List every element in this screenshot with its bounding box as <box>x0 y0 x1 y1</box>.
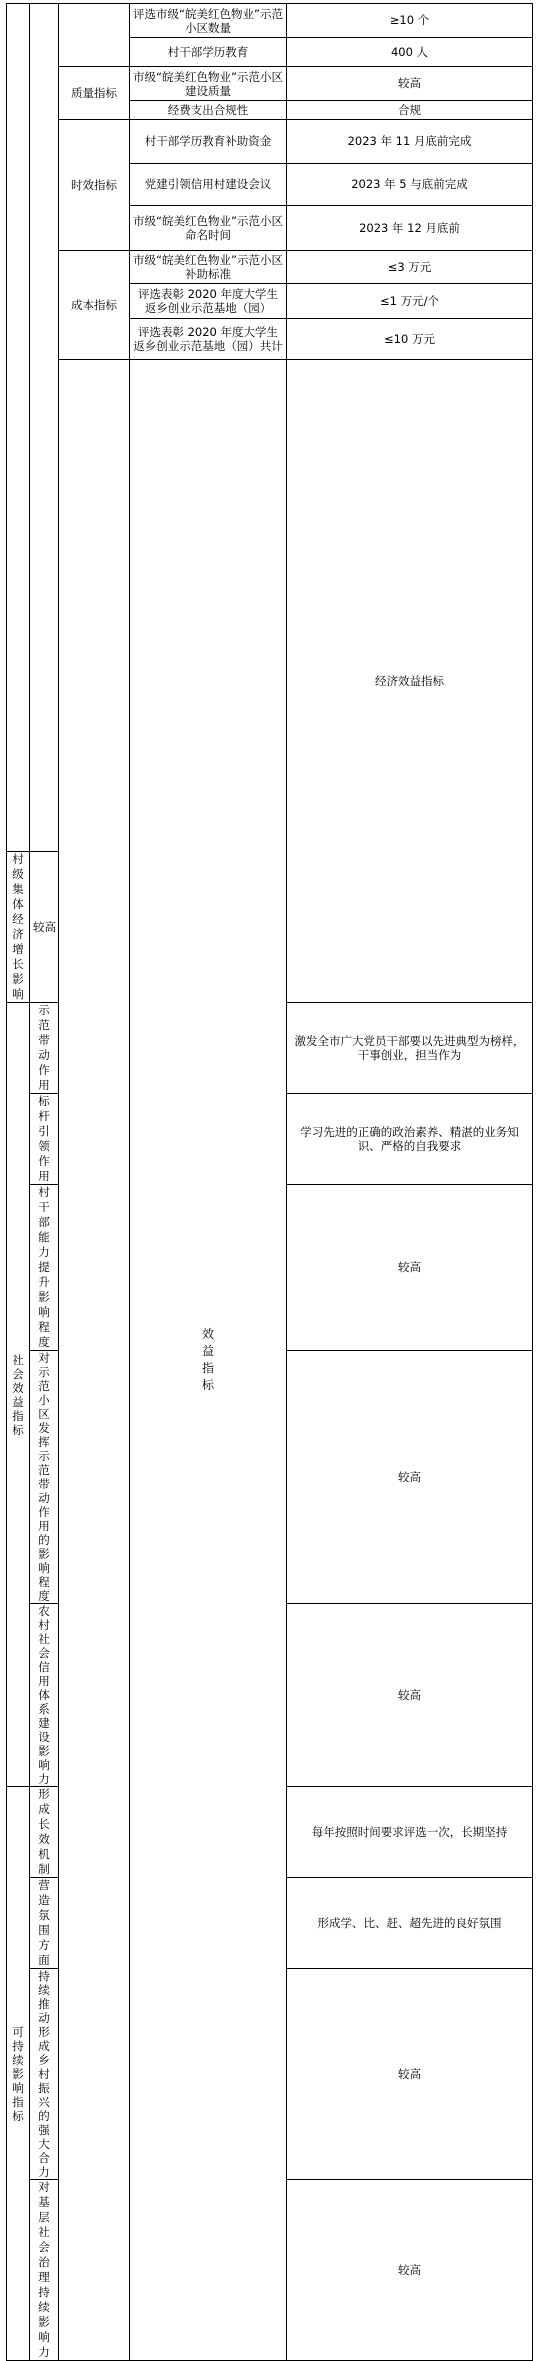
metric-value: 较高 <box>287 67 533 101</box>
metric-value: ≤1 万元/个 <box>287 284 533 319</box>
metric-name: 村干部学历教育 <box>130 38 287 67</box>
metric-value: 较高 <box>30 852 59 1003</box>
table-row <box>7 120 533 164</box>
metric-value: 形成学、比、赶、超先进的良好氛围 <box>287 1878 533 1969</box>
indicator-label-quality: 质量指标 <box>59 67 130 120</box>
metric-name: 经费支出合规性 <box>130 101 287 120</box>
metric-name: 村干部学历教育补助资金 <box>130 120 287 164</box>
metric-value: 较高 <box>287 2180 533 2361</box>
table-row <box>7 67 533 101</box>
metric-name: 市级“皖美红色物业”示范小区建设质量 <box>130 67 287 101</box>
metric-name: 持续推动形成乡村振兴的强大合力 <box>30 1969 59 2180</box>
metric-name: 对基层社会治理持续影响力 <box>30 2180 59 2361</box>
metric-name: 评选表彰 2020 年度大学生返乡创业示范基地（园） <box>130 284 287 319</box>
indicator-label-social: 社会效益指标 <box>7 1003 30 1787</box>
metric-name: 形成长效机制 <box>30 1787 59 1878</box>
metric-value: 较高 <box>287 1969 533 2180</box>
metric-value: 400 人 <box>287 38 533 67</box>
metric-value: 激发全市广大党员干部要以先进典型为榜样，干事创业，担当作为 <box>287 1003 533 1094</box>
metric-name: 示范带动作用 <box>30 1003 59 1094</box>
metric-name: 营造氛围方面 <box>30 1878 59 1969</box>
indicator-label-cost: 成本指标 <box>59 251 130 360</box>
indicator-cell-quantity <box>59 4 130 67</box>
metric-value: 2023 年 12 月底前 <box>287 206 533 251</box>
metric-value: 较高 <box>287 1351 533 1604</box>
metric-name: 评选表彰 2020 年度大学生返乡创业示范基地（园）共计 <box>130 319 287 360</box>
metric-value: 较高 <box>287 1604 533 1787</box>
metric-value: ≤10 万元 <box>287 319 533 360</box>
table-row <box>7 4 533 38</box>
metric-value: ≤3 万元 <box>287 251 533 284</box>
metric-name: 市级“皖美红色物业”示范小区补助标准 <box>130 251 287 284</box>
metric-value: 较高 <box>287 1185 533 1351</box>
metric-name: 评选市级“皖美红色物业”示范小区数量 <box>130 4 287 38</box>
performance-indicator-table <box>6 3 533 2361</box>
metric-name: 市级“皖美红色物业”示范小区命名时间 <box>130 206 287 251</box>
table-row <box>7 360 533 515</box>
metric-value: 合规 <box>287 101 533 120</box>
metric-name: 村干部能力提升影响程度 <box>30 1185 59 1351</box>
indicator-label-timeliness: 时效指标 <box>59 120 130 251</box>
benefit-indicator-label: 效益指标 <box>130 360 287 2361</box>
table-row <box>7 251 533 284</box>
metric-name: 党建引领信用村建设会议 <box>130 164 287 206</box>
metric-name: 标杆引领作用 <box>30 1094 59 1185</box>
metric-name: 村级集体经济增长影响 <box>7 852 30 1003</box>
metric-value: 2023 年 5 与底前完成 <box>287 164 533 206</box>
metric-name: 对示范小区发挥示范带动作用的影响程度 <box>30 1351 59 1604</box>
metric-value: 每年按照时间要求评选一次，长期坚持 <box>287 1787 533 1878</box>
indicator-label-sustainable: 可持续影响指标 <box>7 1787 30 2361</box>
metric-value: 2023 年 11 月底前完成 <box>287 120 533 164</box>
metric-value: ≥10 个 <box>287 4 533 38</box>
metric-name: 农村社会信用体系建设影响力 <box>30 1604 59 1787</box>
metric-value: 学习先进的正确的政治素养、精湛的业务知识、严格的自我要求 <box>287 1094 533 1185</box>
category-cell-output <box>7 4 30 852</box>
subcategory-cell-output <box>30 4 59 852</box>
category-cell-outcome <box>59 360 130 2361</box>
indicator-label-economic: 经济效益指标 <box>287 360 533 1003</box>
